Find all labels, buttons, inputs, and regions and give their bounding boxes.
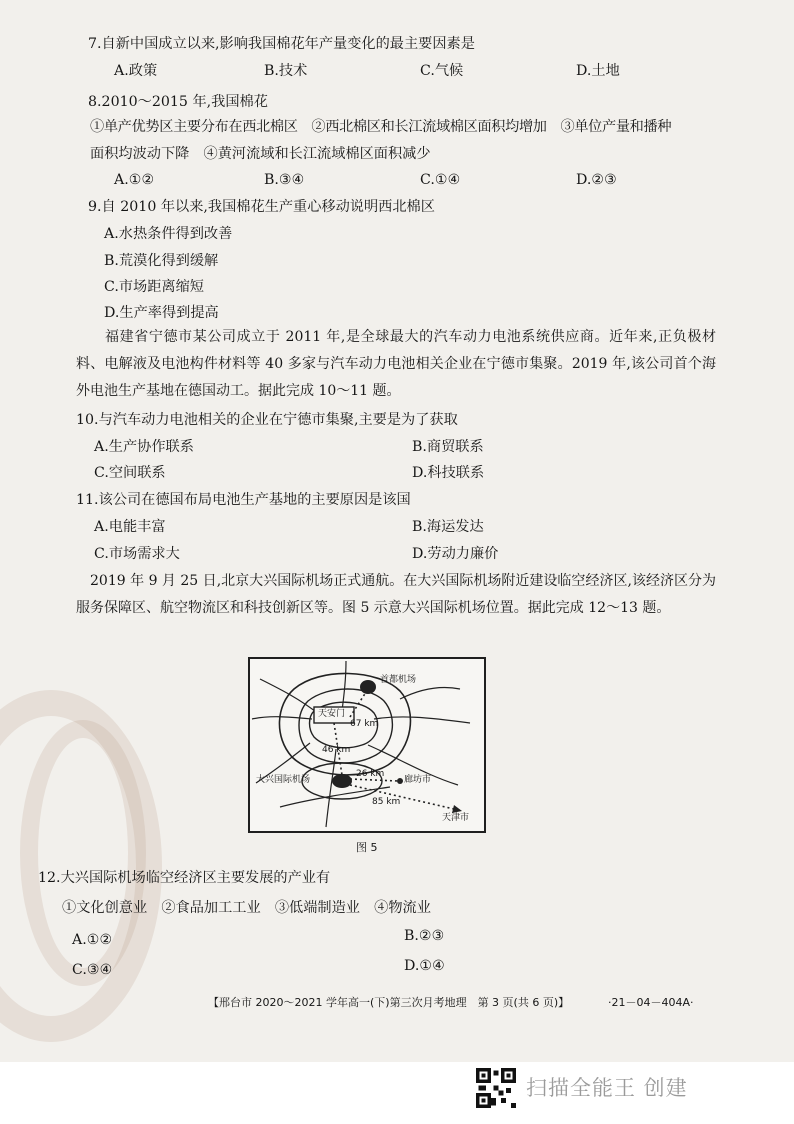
- qr-code-icon: [476, 1068, 516, 1108]
- q9-option-c: C.市场距离缩短: [104, 279, 204, 295]
- q11-option-d: D.劳动力廉价: [412, 546, 499, 562]
- highway: [400, 687, 460, 699]
- q8-option-a: A.①②: [114, 172, 155, 188]
- figure-5-map: [248, 657, 486, 833]
- highway: [342, 661, 346, 711]
- q9-option-a: A.水热条件得到改善: [104, 226, 233, 242]
- q10-option-c: C.空间联系: [94, 465, 166, 481]
- distance-line-tianjin: [350, 785, 454, 809]
- q8-statement-line-2: 面积均波动下降 ④黄河流域和长江流域棉区面积减少: [90, 146, 431, 162]
- question-12-stem: 12.大兴国际机场临空经济区主要发展的产业有: [38, 870, 331, 886]
- label-distance-85km: 85 km: [372, 797, 401, 807]
- q11-option-c: C.市场需求大: [94, 546, 180, 562]
- label-distance-67km: 67 km: [350, 719, 379, 729]
- passage-battery-industry: 福建省宁德市某公司成立于 2011 年,是全球最大的汽车动力电池系统供应商。近年来,正负极材料、电解液及电池构件材料等 40 多家与汽车动力电池相关企业在宁德市集聚。2019 年,该公司首个海外电池生产基地在德国动工。据此完成 10～11 题。: [76, 329, 716, 399]
- q7-option-b: B.技术: [264, 63, 308, 79]
- map-graphic: [250, 659, 484, 831]
- question-8-stem: 8.2010～2015 年,我国棉花: [88, 94, 268, 110]
- q10-option-a: A.生产协作联系: [94, 439, 194, 455]
- q11-option-a: A.电能丰富: [94, 519, 166, 535]
- q7-option-a: A.政策: [114, 63, 158, 79]
- label-langfang: 廊坊市: [404, 775, 432, 785]
- q12-option-a: A.①②: [72, 932, 113, 948]
- q8-option-b: B.③④: [264, 172, 305, 188]
- q10-option-d: D.科技联系: [412, 465, 485, 481]
- question-7-stem: 7.自新中国成立以来,影响我国棉花年产量变化的最主要因素是: [88, 36, 475, 52]
- highway: [252, 717, 312, 719]
- label-distance-46km: 46 km: [322, 745, 351, 755]
- highway: [260, 679, 320, 715]
- q12-option-c: C.③④: [72, 962, 113, 978]
- q7-option-c: C.气候: [420, 63, 464, 79]
- question-11-stem: 11.该公司在德国布局电池生产基地的主要原因是该国: [76, 492, 411, 508]
- scanner-watermark: 扫描全能王 创建: [526, 1076, 688, 1100]
- page-footer: 【邢台市 2020～2021 学年高一(下)第三次月考地理 第 3 页(共 6 页)】: [208, 996, 570, 1009]
- q10-option-b: B.商贸联系: [412, 439, 484, 455]
- label-capital-airport: 首都机场: [380, 675, 417, 685]
- q7-option-d: D.土地: [576, 63, 620, 79]
- q8-statement-line-1: ①单产优势区主要分布在西北棉区 ②西北棉区和长江流域棉区面积均增加 ③单位产量和播种: [90, 119, 672, 135]
- q12-option-d: D.①④: [404, 958, 445, 974]
- q11-option-b: B.海运发达: [412, 519, 484, 535]
- q9-option-b: B.荒漠化得到缓解: [104, 253, 219, 269]
- label-tianjin: 天津市: [442, 813, 470, 823]
- highway: [374, 717, 470, 723]
- q12-statements: ①文化创意业 ②食品加工工业 ③低端制造业 ④物流业: [62, 900, 431, 916]
- label-daxing-airport: 大兴国际机场: [256, 775, 311, 785]
- q8-option-d: D.②③: [576, 172, 617, 188]
- q12-option-b: B.②③: [404, 928, 445, 944]
- passage-daxing-airport: 2019 年 9 月 25 日,北京大兴国际机场正式通航。在大兴国际机场附近建设临空经济区,该经济区分为服务保障区、航空物流区和科技创新区等。图 5 示意大兴国际机场位置。据此完成 12～13 题。: [76, 573, 716, 616]
- page-code: ·21－04－404A·: [608, 996, 694, 1009]
- capital-airport-marker: [360, 680, 376, 694]
- arrow-tianjin-icon: [452, 805, 462, 813]
- figure-5-caption: 图 5: [356, 841, 378, 854]
- q8-option-c: C.①④: [420, 172, 461, 188]
- daxing-airport-marker: [332, 774, 352, 788]
- question-9-stem: 9.自 2010 年以来,我国棉花生产重心移动说明西北棉区: [88, 199, 435, 215]
- question-10-stem: 10.与汽车动力电池相关的企业在宁德市集聚,主要是为了获取: [76, 412, 458, 428]
- label-tiananmen: 天安门: [318, 709, 346, 719]
- label-distance-26km: 26 km: [356, 769, 385, 779]
- langfang-marker: [397, 778, 403, 784]
- q9-option-d: D.生产率得到提高: [104, 305, 219, 321]
